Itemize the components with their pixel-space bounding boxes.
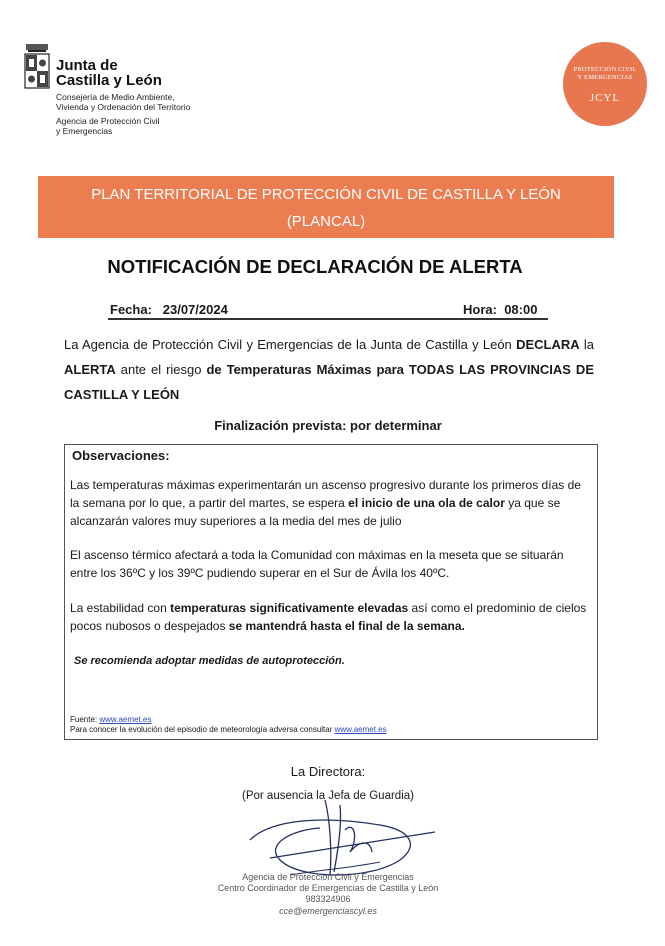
badge-line1: PROTECCIÓN CIVIL	[573, 66, 637, 73]
signature-subtitle: (Por ausencia la Jefa de Guardia)	[242, 790, 414, 802]
fecha-value: 23/07/2024	[162, 302, 228, 317]
footer-phone: 983324906	[305, 894, 351, 904]
footer-email: cce@emergenciascyl.es	[279, 906, 377, 916]
proteccion-civil-badge	[563, 42, 647, 126]
org-name-line1: Junta de	[56, 57, 118, 74]
obs-paragraph-3	[70, 599, 592, 635]
signature-title: La Directora:	[290, 764, 366, 779]
finalizacion: Finalización prevista: por determinar	[214, 418, 442, 433]
date-underline	[108, 318, 548, 320]
banner-line2: (PLANCAL)	[286, 213, 366, 230]
fuente-label: Fuente:	[70, 715, 100, 724]
obs-p1-b: el inicio de una ola de calor	[348, 496, 505, 510]
badge-line2: Y EMERGENCIAS	[577, 74, 633, 81]
observaciones-heading: Observaciones:	[72, 448, 170, 463]
fecha-label: Fecha:	[110, 302, 152, 317]
decl-text-3: ante el riesgo	[115, 362, 207, 377]
coat-of-arms-icon	[24, 44, 50, 90]
footer-center: Centro Coordinador de Emergencias de Castilla y León	[217, 883, 439, 893]
consejeria-line1: Consejería de Medio Ambiente,	[56, 92, 175, 102]
obs-p3-b: temperaturas significativamente elevadas	[170, 601, 409, 615]
banner-line1: PLAN TERRITORIAL DE PROTECCIÓN CIVIL DE CASTILLA Y LEÓN	[91, 186, 561, 203]
obs-paragraph-1	[70, 476, 592, 530]
declaration-text	[64, 332, 594, 407]
fuente-link[interactable]: www.aemet.es	[99, 715, 152, 724]
decl-text-1: La Agencia de Protección Civil y Emergencias de la Junta de Castilla y León	[64, 337, 512, 352]
obs-p3-c: así como el predominio de cielos pocos nubosos o despejados	[70, 601, 587, 633]
footer-agency: Agencia de Protección Civil y Emergencias	[242, 872, 414, 882]
agencia	[56, 116, 159, 136]
obs-paragraph-2: El ascenso térmico afectará a toda la Comunidad con máximas en la meseta que se situarán entre los 36ºC y los 39ºC pudiendo superar en el Sur de Ávila los 40ºC.	[70, 548, 564, 580]
consejeria-line2: Vivienda y Ordenación del Territorio	[56, 102, 191, 112]
recomendacion: Se recomienda adoptar medidas de autoprotección.	[74, 655, 345, 667]
fecha	[110, 302, 228, 317]
obs-p3-a: La estabilidad con	[70, 601, 171, 615]
evolucion-text: Para conocer la evolución del episodio de meteorología adversa consultar	[70, 725, 335, 734]
obs-p1-a: Las temperaturas máximas experimentarán un ascenso progresivo durante los primeros días de la semana por lo que, a partir del martes, se espera	[70, 478, 581, 510]
agencia-line2: y Emergencias	[56, 126, 113, 136]
decl-riesgo: de Temperaturas Máximas para TODAS LAS PROVINCIAS DE CASTILLA Y LEÓN	[64, 362, 594, 402]
obs-p3-d: se mantendrá hasta el final de la semana.	[228, 619, 465, 633]
hora-value: 08:00	[504, 302, 538, 317]
plan-banner	[38, 176, 614, 238]
evolucion-link[interactable]: www.aemet.es	[334, 725, 387, 734]
consejeria	[56, 92, 190, 112]
page-title: NOTIFICACIÓN DE DECLARACIÓN DE ALERTA	[107, 256, 523, 277]
decl-text-2: la	[579, 337, 595, 352]
decl-declara: DECLARA	[516, 337, 580, 352]
agencia-line1: Agencia de Protección Civil	[56, 116, 160, 126]
obs-p1-c: ya que se alcanzarán valores muy superiores a la media del mes de julio	[70, 496, 561, 528]
decl-alerta: ALERTA	[64, 362, 116, 377]
org-name-line2: Castilla y León	[56, 72, 162, 89]
hora-label: Hora:	[463, 302, 497, 317]
org-name	[56, 58, 162, 88]
hora	[463, 302, 537, 317]
badge-line3: JCYL	[589, 92, 621, 104]
source-info	[70, 715, 387, 735]
